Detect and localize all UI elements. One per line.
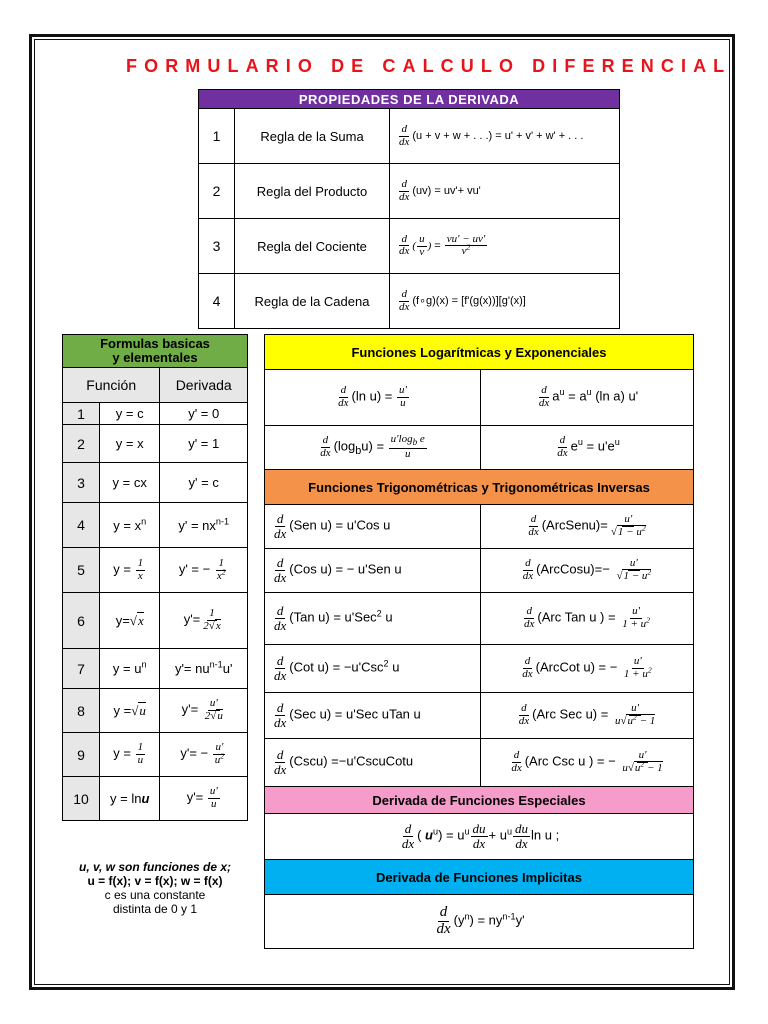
formula-cell: $\frac{d}{dx}$ (Cot u) = −u'Csc$^2$ u [265, 645, 481, 693]
formula-cell: $\frac{d}{dx}$ (Arc Csc u ) = − $\frac{u'}{u√u^2 - 1}$ [481, 739, 694, 787]
row-number: 9 [63, 733, 100, 777]
notes [62, 860, 248, 916]
page-title: FORMULARIO DE CALCULO DIFERENCIAL [126, 56, 732, 76]
formula-cell: $\frac{d}{dx}$ (Tan u) = u'Sec$^2$ u [265, 593, 481, 645]
basic-formulas-table [62, 334, 248, 821]
derivative-cell: $y' = nx^{n-1}$ [160, 503, 248, 548]
formula-cell: $\frac{d}{dx}$ (ArcCot u) = − $\frac{u'}{1 + u^2}$ [481, 645, 694, 693]
rule-name: Regla del Cociente [235, 219, 390, 274]
formula-cell: $\frac{d}{dx}$ (ArcCosu)=− $\frac{u'}{√1 - u^2}$ [481, 549, 694, 593]
table-row [199, 274, 620, 329]
formula-cell: $\frac{d}{dx}$ ( $u^u) = u^u$ $\frac{du}{dx}$ + $u^u$ $\frac{du}{dx}$ ln u ; [265, 814, 694, 860]
row-number: 7 [63, 649, 100, 689]
table-row [199, 109, 620, 164]
derivative-cell: y'= $\frac{u'}{u}$ [160, 777, 248, 821]
formula-cell: $\frac{d}{dx}$ (Arc Tan u ) = $\frac{u'}{1 + u^2}$ [481, 593, 694, 645]
formula-cell: $\frac{d}{dx}$ (Arc Sec u) = $\frac{u'}{u√u^2 - 1}$ [481, 693, 694, 739]
derivative-cell: y' = − $\frac{1}{x^2}$ [160, 548, 248, 593]
row-number: 2 [199, 164, 235, 219]
formula-cell: $\frac{d}{dx}$ (Cos u) = − u'Sen u [265, 549, 481, 593]
function-cell: y = lnu [100, 777, 160, 821]
formula-cell: $\frac{d}{dx}$ (ArcSenu)= $\frac{u'}{√1 - u^2}$ [481, 505, 694, 549]
row-number: 5 [63, 548, 100, 593]
row-number: 4 [199, 274, 235, 329]
row-number: 1 [63, 403, 100, 425]
log-exp-header: Funciones Logarítmicas y Exponenciales [265, 335, 694, 370]
basic-header-line1: Formulas basicas [100, 336, 210, 351]
function-cell: y = x [100, 425, 160, 463]
derivative-cell: $y'= nu^{n-1}u'$ [160, 649, 248, 689]
rule-name: Regla del Producto [235, 164, 390, 219]
function-cell: y=√x [100, 593, 160, 649]
row-number: 2 [63, 425, 100, 463]
basic-header [63, 335, 248, 368]
special-header: Derivada de Funciones Especiales [265, 787, 694, 814]
note-line: u = f(x); v = f(x); w = f(x) [87, 874, 223, 888]
formula-cell: $\frac{d}{dx}$ (Sen u) = u'Cos u [265, 505, 481, 549]
row-number: 1 [199, 109, 235, 164]
note-line: c es una constante [104, 888, 206, 902]
col-derivative: Derivada [160, 368, 248, 403]
rule-formula: $\frac{d}{dx}$ ( $\frac{u}{v}$ ) = $\frac{vu' - uv'}{v^2}$ [390, 219, 620, 274]
derivative-cell: y'= − $\frac{u'}{u^2}$ [160, 733, 248, 777]
function-cell: y = $\frac{1}{u}$ [100, 733, 160, 777]
function-cell: $y = u^n$ [100, 649, 160, 689]
formula-cell: $\frac{d}{dx}$ $a^u = a^u$ (ln a) u' [481, 370, 694, 426]
formula-cell: $\frac{d}{dx}$ (ln u) = $\frac{u'}{u}$ [265, 370, 481, 426]
rule-name: Regla de la Suma [235, 109, 390, 164]
rule-formula: $\frac{d}{dx}$ (u + v + w + . . .) = u' + v' + w' + . . . [390, 109, 620, 164]
row-number: 3 [199, 219, 235, 274]
table-row [199, 164, 620, 219]
function-cell: y =√u [100, 689, 160, 733]
trig-header: Funciones Trigonométricas y Trigonométricas Inversas [265, 470, 694, 505]
derivative-cell: y' = 1 [160, 425, 248, 463]
formula-cell: $\frac{d}{dx}$ (Sec u) = u'Sec uTan u [265, 693, 481, 739]
formula-cell: $\frac{d}{dx}$ $(y^n) = ny^{n-1}y'$ [265, 895, 694, 949]
function-cell: y = $\frac{1}{x}$ [100, 548, 160, 593]
row-number: 10 [63, 777, 100, 821]
rule-formula: $\frac{d}{dx}$ (f∘g)(x) = [f'(g(x))][g'(x)] [390, 274, 620, 329]
note-line: u, v, w son funciones de x; [78, 860, 232, 874]
basic-header-line2: y elementales [112, 350, 198, 365]
note-line: distinta de 0 y 1 [112, 902, 198, 916]
row-number: 6 [63, 593, 100, 649]
formula-cell: $\frac{d}{dx}$ $(\log_bu)$ = $\frac{u'\log_b e}{u}$ [265, 426, 481, 470]
derivative-cell: y'= $\frac{u'}{2√u}$ [160, 689, 248, 733]
properties-table [198, 89, 620, 329]
properties-header: PROPIEDADES DE LA DERIVADA [199, 90, 620, 109]
row-number: 8 [63, 689, 100, 733]
table-row [199, 219, 620, 274]
derivative-cell: y' = 0 [160, 403, 248, 425]
function-cell: $y = x^n$ [100, 503, 160, 548]
implicit-header: Derivada de Funciones Implicitas [265, 860, 694, 895]
rule-name: Regla de la Cadena [235, 274, 390, 329]
formula-cell: $\frac{d}{dx}$ (Cscu) =−u'CscuCotu [265, 739, 481, 787]
row-number: 3 [63, 463, 100, 503]
row-number: 4 [63, 503, 100, 548]
function-cell: y = c [100, 403, 160, 425]
advanced-formulas-table [264, 334, 694, 949]
function-cell: y = cx [100, 463, 160, 503]
derivative-cell: y' = c [160, 463, 248, 503]
derivative-cell: y'= $\frac{1}{2√x}$ [160, 593, 248, 649]
formula-cell: $\frac{d}{dx}$ $e^u = u'e^u$ [481, 426, 694, 470]
col-function: Función [63, 368, 160, 403]
rule-formula: $\frac{d}{dx}$ (uv) = uv'+ vu' [390, 164, 620, 219]
